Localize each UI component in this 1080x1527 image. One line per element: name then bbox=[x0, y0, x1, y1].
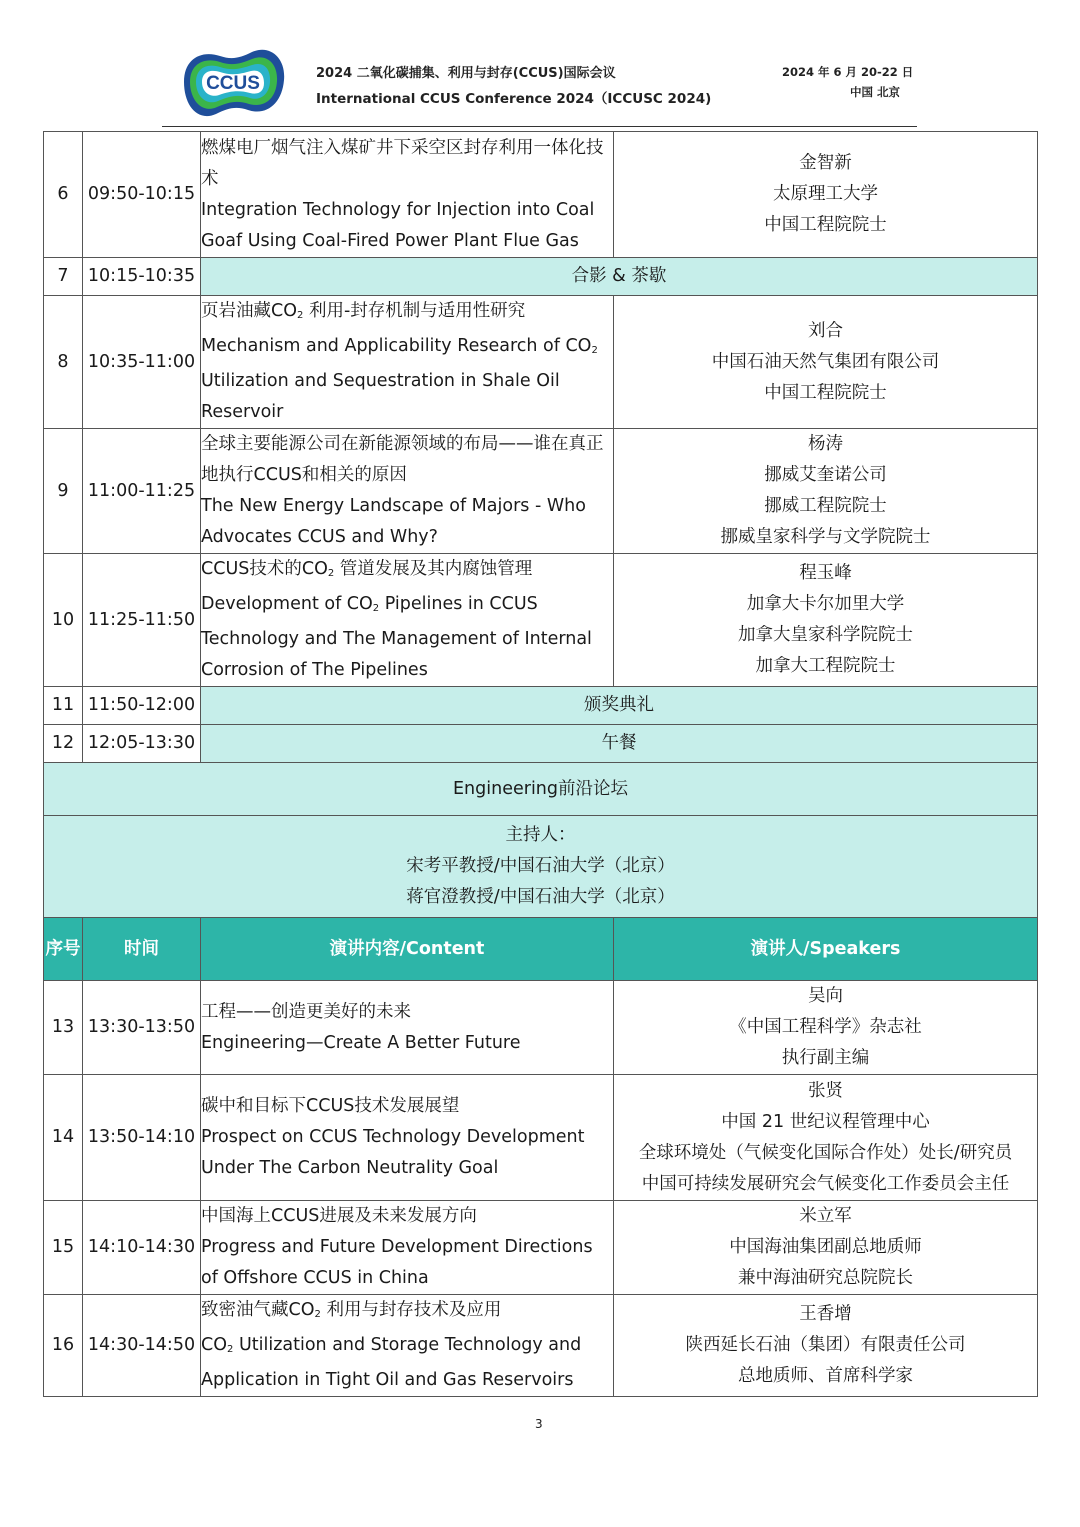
topic-cn: 工程——创造更美好的未来 bbox=[201, 1001, 411, 1022]
row-time: 14:10-14:30 bbox=[83, 1201, 201, 1295]
row-time: 11:25-11:50 bbox=[83, 554, 201, 687]
row-time: 11:00-11:25 bbox=[83, 429, 201, 554]
conference-date: 2024 年 6 月 20-22 日 bbox=[782, 65, 914, 79]
header-divider bbox=[162, 126, 917, 127]
topic-cn: 中国海上CCUS进展及未来发展方向 bbox=[201, 1206, 477, 1226]
table-row bbox=[44, 1201, 1038, 1295]
speaker-name: 张贤 bbox=[808, 1080, 843, 1101]
speaker-title: 中国工程院院士 bbox=[764, 215, 887, 235]
forum-hosts bbox=[44, 816, 1038, 918]
speaker-info bbox=[614, 1295, 1038, 1397]
speaker-affiliation: 陕西延长石油（集团）有限责任公司 bbox=[685, 1335, 966, 1355]
speaker-affiliation: 挪威艾奎诺公司 bbox=[764, 465, 887, 485]
row-time: 10:15-10:35 bbox=[83, 258, 201, 296]
speaker-title: 总地质师、首席科学家 bbox=[738, 1366, 913, 1386]
speaker-title: 兼中海油研究总院院长 bbox=[738, 1268, 913, 1288]
page-header bbox=[0, 0, 1080, 130]
row-number: 14 bbox=[44, 1075, 83, 1201]
talk-topic bbox=[201, 132, 614, 258]
row-number: 15 bbox=[44, 1201, 83, 1295]
talk-topic bbox=[201, 296, 614, 429]
col-header-speakers: 演讲人/Speakers bbox=[614, 918, 1038, 981]
table-row bbox=[44, 429, 1038, 554]
section-row bbox=[44, 763, 1038, 816]
speaker-info bbox=[614, 1201, 1038, 1295]
speaker-name: 王香增 bbox=[799, 1304, 852, 1324]
speaker-title: 执行副主编 bbox=[781, 1048, 870, 1068]
speaker-name: 刘合 bbox=[808, 320, 843, 341]
speaker-title: 挪威工程院院士 bbox=[764, 496, 887, 516]
topic-en: Mechanism and Applicability Research of $CO_2$ Utilization and Sequestration in Shale Oil Reservoir bbox=[201, 336, 598, 422]
row-number: 9 bbox=[44, 429, 83, 554]
topic-cn: 碳中和目标下CCUS技术发展展望 bbox=[201, 1096, 460, 1116]
topic-cn: 燃煤电厂烟气注入煤矿井下采空区封存利用一体化技术 bbox=[201, 137, 604, 189]
ccus-logo bbox=[170, 44, 292, 120]
col-header-num: 序号 bbox=[44, 918, 83, 981]
row-number: 8 bbox=[44, 296, 83, 429]
speaker-name: 米立军 bbox=[799, 1206, 852, 1226]
speaker-name: 金智新 bbox=[799, 153, 852, 173]
speaker-title: 挪威皇家科学与文学院院士 bbox=[720, 527, 931, 547]
section-row bbox=[44, 816, 1038, 918]
conference-title-en: International CCUS Conference 2024（ICCUSC 2024) bbox=[316, 91, 712, 107]
row-time: 13:50-14:10 bbox=[83, 1075, 201, 1201]
speaker-affiliation: 《中国工程科学》杂志社 bbox=[729, 1017, 922, 1037]
conference-place: 中国 北京 bbox=[850, 85, 901, 99]
topic-en: Progress and Future Development Directions of Offshore CCUS in China bbox=[201, 1237, 593, 1288]
table-row bbox=[44, 258, 1038, 296]
speaker-name: 程玉峰 bbox=[799, 563, 852, 583]
speaker-affiliation: 太原理工大学 bbox=[773, 184, 878, 204]
row-time: 14:30-14:50 bbox=[83, 1295, 201, 1397]
row-number: 11 bbox=[44, 687, 83, 725]
hosts-label: 主持人： bbox=[505, 825, 576, 845]
speaker-info bbox=[614, 429, 1038, 554]
topic-en: Development of $CO_2$ Pipelines in CCUS Technology and The Management of Internal Corrosion of The Pipelines bbox=[201, 594, 592, 680]
speaker-name: 杨涛 bbox=[808, 434, 843, 454]
break-banner: 合影 & 茶歇 bbox=[201, 258, 1038, 296]
table-row bbox=[44, 296, 1038, 429]
table-row bbox=[44, 687, 1038, 725]
table-row bbox=[44, 132, 1038, 258]
speaker-affiliation: 中国石油天然气集团有限公司 bbox=[711, 351, 940, 372]
speaker-title: 全球环境处（气候变化国际合作处）处长/研究员 bbox=[638, 1142, 1013, 1163]
topic-cn: CCUS技术的$CO_2$ 管道发展及其内腐蚀管理 bbox=[201, 559, 533, 579]
topic-en: Integration Technology for Injection into Coal Goaf Using Coal-Fired Power Plant Flue Gas bbox=[201, 199, 595, 251]
topic-en: Engineering—Create A Better Future bbox=[201, 1032, 521, 1053]
row-time: 10:35-11:00 bbox=[83, 296, 201, 429]
speaker-info bbox=[614, 296, 1038, 429]
host-name: 宋考平教授/中国石油大学（北京） bbox=[406, 856, 675, 876]
topic-cn: 页岩油藏$CO_2$ 利用-封存机制与适用性研究 bbox=[201, 301, 526, 321]
table-row bbox=[44, 725, 1038, 763]
talk-topic bbox=[201, 1075, 614, 1201]
host-name: 蒋官澄教授/中国石油大学（北京） bbox=[406, 887, 675, 907]
talk-topic bbox=[201, 554, 614, 687]
table-row bbox=[44, 1075, 1038, 1201]
row-time: 11:50-12:00 bbox=[83, 687, 201, 725]
topic-en: $CO_2$ Utilization and Storage Technology and Application in Tight Oil and Gas Reservoirs bbox=[201, 1335, 582, 1390]
col-header-time: 时间 bbox=[83, 918, 201, 981]
topic-cn: 全球主要能源公司在新能源领域的布局——谁在真正地执行CCUS和相关的原因 bbox=[201, 434, 604, 485]
row-number: 12 bbox=[44, 725, 83, 763]
speaker-title: 加拿大工程院院士 bbox=[755, 656, 896, 676]
speaker-title: 加拿大皇家科学院院士 bbox=[738, 625, 913, 645]
table-header-row bbox=[44, 918, 1038, 981]
lunch-banner: 午餐 bbox=[201, 725, 1038, 763]
table-row bbox=[44, 1295, 1038, 1397]
row-number: 13 bbox=[44, 981, 83, 1075]
topic-en: The New Energy Landscape of Majors - Who Advocates CCUS and Why? bbox=[201, 496, 586, 547]
speaker-title: 中国可持续发展研究会气候变化工作委员会主任 bbox=[641, 1173, 1010, 1194]
table-row bbox=[44, 981, 1038, 1075]
topic-en: Prospect on CCUS Technology Development Under The Carbon Neutrality Goal bbox=[201, 1127, 585, 1178]
table-row bbox=[44, 554, 1038, 687]
speaker-affiliation: 中国 21 世纪议程管理中心 bbox=[721, 1111, 930, 1132]
row-number: 7 bbox=[44, 258, 83, 296]
talk-topic bbox=[201, 429, 614, 554]
page-number: 3 bbox=[535, 1417, 543, 1431]
svg-text:CCUS: CCUS bbox=[206, 73, 260, 94]
speaker-title: 中国工程院院士 bbox=[764, 382, 887, 403]
schedule-table bbox=[43, 131, 1038, 1397]
row-time: 13:30-13:50 bbox=[83, 981, 201, 1075]
topic-cn: 致密油气藏$CO_2$ 利用与封存技术及应用 bbox=[201, 1300, 502, 1320]
ceremony-banner: 颁奖典礼 bbox=[201, 687, 1038, 725]
row-time: 09:50-10:15 bbox=[83, 132, 201, 258]
row-number: 16 bbox=[44, 1295, 83, 1397]
talk-topic bbox=[201, 1201, 614, 1295]
speaker-info bbox=[614, 1075, 1038, 1201]
speaker-affiliation: 加拿大卡尔加里大学 bbox=[746, 594, 905, 614]
talk-topic bbox=[201, 1295, 614, 1397]
speaker-info bbox=[614, 132, 1038, 258]
conference-title-cn: 2024 二氧化碳捕集、利用与封存(CCUS)国际会议 bbox=[316, 66, 616, 81]
row-number: 6 bbox=[44, 132, 83, 258]
col-header-content: 演讲内容/Content bbox=[201, 918, 614, 981]
speaker-info bbox=[614, 981, 1038, 1075]
speaker-info bbox=[614, 554, 1038, 687]
row-time: 12:05-13:30 bbox=[83, 725, 201, 763]
speaker-affiliation: 中国海油集团副总地质师 bbox=[729, 1237, 922, 1257]
speaker-name: 吴向 bbox=[808, 986, 843, 1006]
forum-title: Engineering前沿论坛 bbox=[44, 763, 1038, 816]
talk-topic bbox=[201, 981, 614, 1075]
row-number: 10 bbox=[44, 554, 83, 687]
